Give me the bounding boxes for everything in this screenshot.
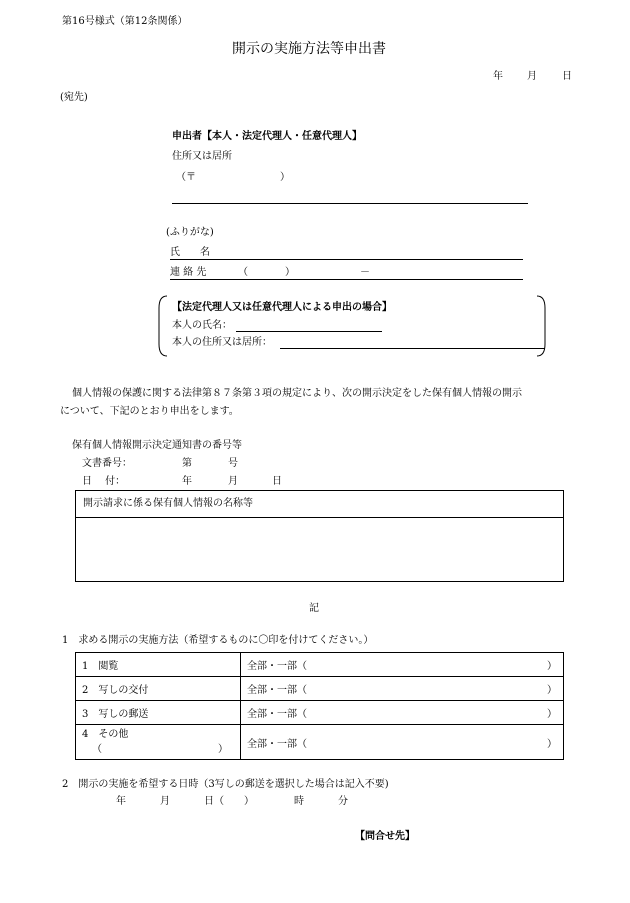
address-label: 住所又は居所 — [172, 151, 232, 162]
form-number: 第16号様式（第12条関係） — [62, 16, 188, 27]
address-line[interactable] — [172, 203, 528, 204]
contact-dash: － — [360, 267, 370, 278]
body-text-line1: 個人情報の保護に関する法律第８７条第３項の規定により、次の開示決定をした保有個人情報の開示 — [72, 388, 522, 399]
method-other-open: （ — [92, 744, 102, 755]
table-row — [76, 701, 564, 725]
ki-label: 記 — [309, 603, 319, 614]
section2-year: 年 — [116, 796, 126, 807]
contact-open: （ — [238, 267, 248, 278]
method-option[interactable] — [241, 725, 564, 760]
table-row — [76, 725, 564, 760]
section2-month: 月 — [160, 796, 170, 807]
proxy-address-line[interactable] — [280, 348, 545, 349]
method-option-close: ） — [547, 738, 557, 750]
contact-label: 連 絡 先 — [170, 267, 207, 278]
method-label: 1 閲覧 — [76, 653, 241, 677]
table-row — [76, 653, 564, 677]
section2-hour: 時 — [294, 796, 304, 807]
section2-minute: 分 — [338, 796, 348, 807]
method-option-text: 全部・一部（ — [247, 709, 307, 720]
doc-no-label: 文書番号： — [82, 458, 132, 469]
method-option-close: ） — [547, 661, 557, 672]
notice-day: 日 — [272, 476, 282, 487]
method-other-close: ） — [218, 744, 228, 755]
furigana-label: (ふりがな) — [166, 227, 214, 238]
date-year-label: 年 — [493, 71, 503, 82]
name-line[interactable] — [170, 259, 523, 260]
notice-year: 年 — [182, 476, 192, 487]
info-name-box — [75, 490, 564, 582]
method-option[interactable] — [241, 653, 564, 677]
notice-month: 月 — [228, 476, 238, 487]
method-label — [76, 725, 241, 760]
section2-title: 2 開示の実施を希望する日時（3写しの郵送を選択した場合は記入不要) — [62, 779, 389, 790]
notice-date-label: 日 付： — [82, 476, 126, 487]
notice-heading: 保有個人情報開示決定通知書の番号等 — [72, 440, 242, 451]
method-option-close: ） — [547, 685, 557, 696]
method-label: 2 写しの交付 — [76, 677, 241, 701]
method-option[interactable] — [241, 677, 564, 701]
method-table — [75, 652, 564, 760]
method-other-label: 4 その他 — [82, 729, 129, 740]
method-option-close: ） — [547, 709, 557, 720]
postal-open: （〒 — [176, 172, 196, 183]
info-name-header: 開示請求に係る保有個人情報の名称等 — [83, 498, 253, 509]
section1-title: 1 求める開示の実施方法（希望するものに〇印を付けてください。） — [62, 635, 374, 646]
proxy-name-label: 本人の氏名： — [172, 320, 232, 331]
method-label: 3 写しの郵送 — [76, 701, 241, 725]
postal-close: ） — [280, 172, 290, 183]
date-day-label: 日 — [562, 71, 572, 82]
body-text-line2: について、下記のとおり申出をします。 — [60, 406, 239, 417]
addressee-label: (宛先) — [60, 92, 88, 103]
contact-heading: 【問合せ先】 — [355, 831, 415, 842]
method-option-text: 全部・一部（ — [247, 738, 307, 750]
section2-day: 日（ ） — [204, 796, 254, 807]
method-option-text: 全部・一部（ — [247, 685, 307, 696]
date-month-label: 月 — [527, 71, 537, 82]
page-title: 開示の実施方法等申出書 — [232, 41, 386, 57]
table-row — [76, 677, 564, 701]
method-option[interactable] — [241, 701, 564, 725]
proxy-address-label: 本人の住所又は居所： — [172, 337, 272, 348]
applicant-heading: 申出者【本人・法定代理人・任意代理人】 — [172, 131, 362, 142]
name-label: 氏 名 — [170, 247, 210, 258]
method-option-text: 全部・一部（ — [247, 661, 307, 672]
proxy-name-line[interactable] — [236, 331, 382, 332]
proxy-heading: 【法定代理人又は任意代理人による申出の場合】 — [172, 302, 392, 313]
contact-line[interactable] — [170, 279, 523, 280]
doc-no-dai: 第 — [182, 458, 192, 469]
contact-close: ） — [285, 267, 295, 278]
doc-no-go: 号 — [228, 458, 238, 469]
info-name-field[interactable] — [76, 518, 563, 581]
